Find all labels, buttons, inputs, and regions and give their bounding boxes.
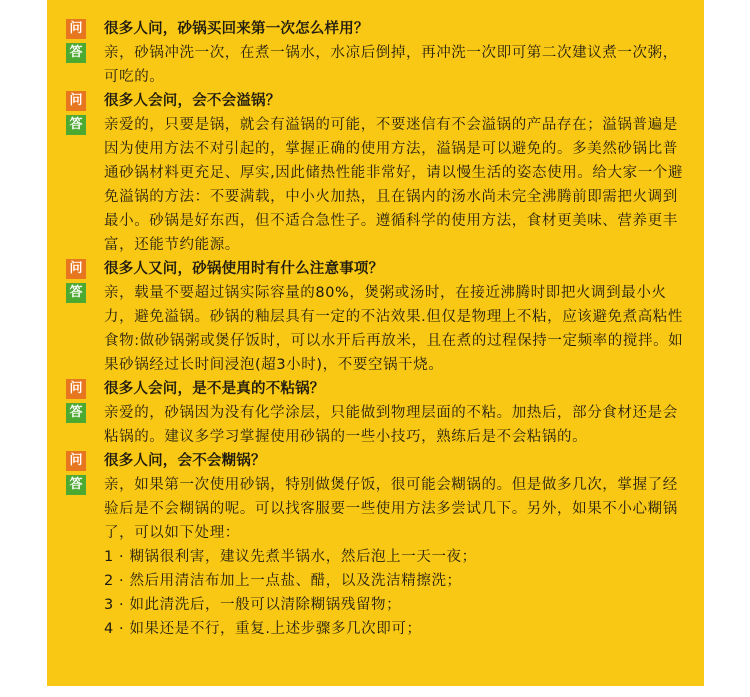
qa-item	[47, 257, 704, 377]
answer-row	[47, 401, 704, 449]
question-text: 很多人又问，砂锅使用时有什么注意事项？	[104, 261, 384, 277]
cleanup-step: 1 · 糊锅很利害，建议先煮半锅水，然后泡上一天一夜；	[104, 549, 477, 565]
qa-item	[47, 377, 704, 449]
qa-item	[47, 17, 704, 89]
answer-badge: 答	[66, 283, 86, 303]
question-badge: 问	[66, 379, 86, 399]
answer-text: 亲，砂锅冲洗一次，在煮一锅水，水凉后倒掉，再冲洗一次即可第二次建议煮一次粥，可吃的。	[104, 45, 678, 85]
answer-text: 亲，如果第一次使用砂锅，特别做煲仔饭，很可能会糊锅的。但是做多几次，掌握了经验后是不会糊锅的呢。可以找客服要一些使用方法多尝试几下。另外，如果不小心糊锅了，可以如下处理：	[104, 477, 678, 541]
answer-text: 亲，载量不要超过锅实际容量的80%，煲粥或汤时，在接近沸腾时即把火调到最小火力，避免溢锅。砂锅的釉层具有一定的不沾效果.但仅是物理上不粘，应该避免煮高粘性食物:做砂锅粥或煲仔饭时，可以水开后再放米，且在煮的过程保持一定频率的搅拌。如果砂锅经过长时间浸泡(超3小时)，不要空锅干烧。	[104, 285, 684, 373]
question-text: 很多人会问，是不是真的不粘锅？	[104, 381, 325, 397]
question-row	[47, 257, 704, 281]
answer-text: 亲爱的，只要是锅，就会有溢锅的可能，不要迷信有不会溢锅的产品存在；溢锅普遍是因为使用方法不对引起的，掌握正确的使用方法，溢锅是可以避免的。多美然砂锅比普通砂锅材料更充足、厚实,因此储热性能非常好，请以慢生活的姿态使用。给大家一个避免溢锅的方法：不要满载，中小火加热，且在锅内的汤水尚未完全沸腾前即需把火调到最小。砂锅是好东西，但不适合急性子。遵循科学的使用方法，食材更美味、营养更丰富，还能节约能源。	[104, 117, 684, 253]
question-row	[47, 449, 704, 473]
answer-row	[47, 473, 704, 641]
faq-panel	[47, 0, 704, 686]
question-text: 很多人问，会不会糊锅？	[104, 453, 266, 469]
question-row	[47, 377, 704, 401]
answer-row	[47, 113, 704, 257]
question-text: 很多人会问，会不会溢锅？	[104, 93, 281, 109]
question-badge: 问	[66, 91, 86, 111]
answer-text: 亲爱的，砂锅因为没有化学涂层，只能做到物理层面的不粘。加热后，部分食材还是会粘锅的。建议多学习掌握使用砂锅的一些小技巧，熟练后是不会粘锅的。	[104, 405, 678, 445]
question-badge: 问	[66, 259, 86, 279]
qa-item	[47, 89, 704, 257]
answer-badge: 答	[66, 403, 86, 423]
cleanup-step: 2 · 然后用清洁布加上一点盐、醋，以及洗洁精擦洗；	[104, 573, 462, 589]
cleanup-step: 3 · 如此清洗后，一般可以清除糊锅残留物；	[104, 597, 402, 613]
question-row	[47, 17, 704, 41]
qa-item	[47, 449, 704, 641]
answer-badge: 答	[66, 475, 86, 495]
question-text: 很多人问，砂锅买回来第一次怎么样用？	[104, 21, 369, 37]
question-badge: 问	[66, 451, 86, 471]
question-row	[47, 89, 704, 113]
answer-row	[47, 41, 704, 89]
cleanup-steps-list	[104, 545, 686, 641]
answer-badge: 答	[66, 115, 86, 135]
answer-row	[47, 281, 704, 377]
answer-badge: 答	[66, 43, 86, 63]
cleanup-step: 4 · 如果还是不行，重复.上述步骤多几次即可；	[104, 621, 422, 637]
question-badge: 问	[66, 19, 86, 39]
